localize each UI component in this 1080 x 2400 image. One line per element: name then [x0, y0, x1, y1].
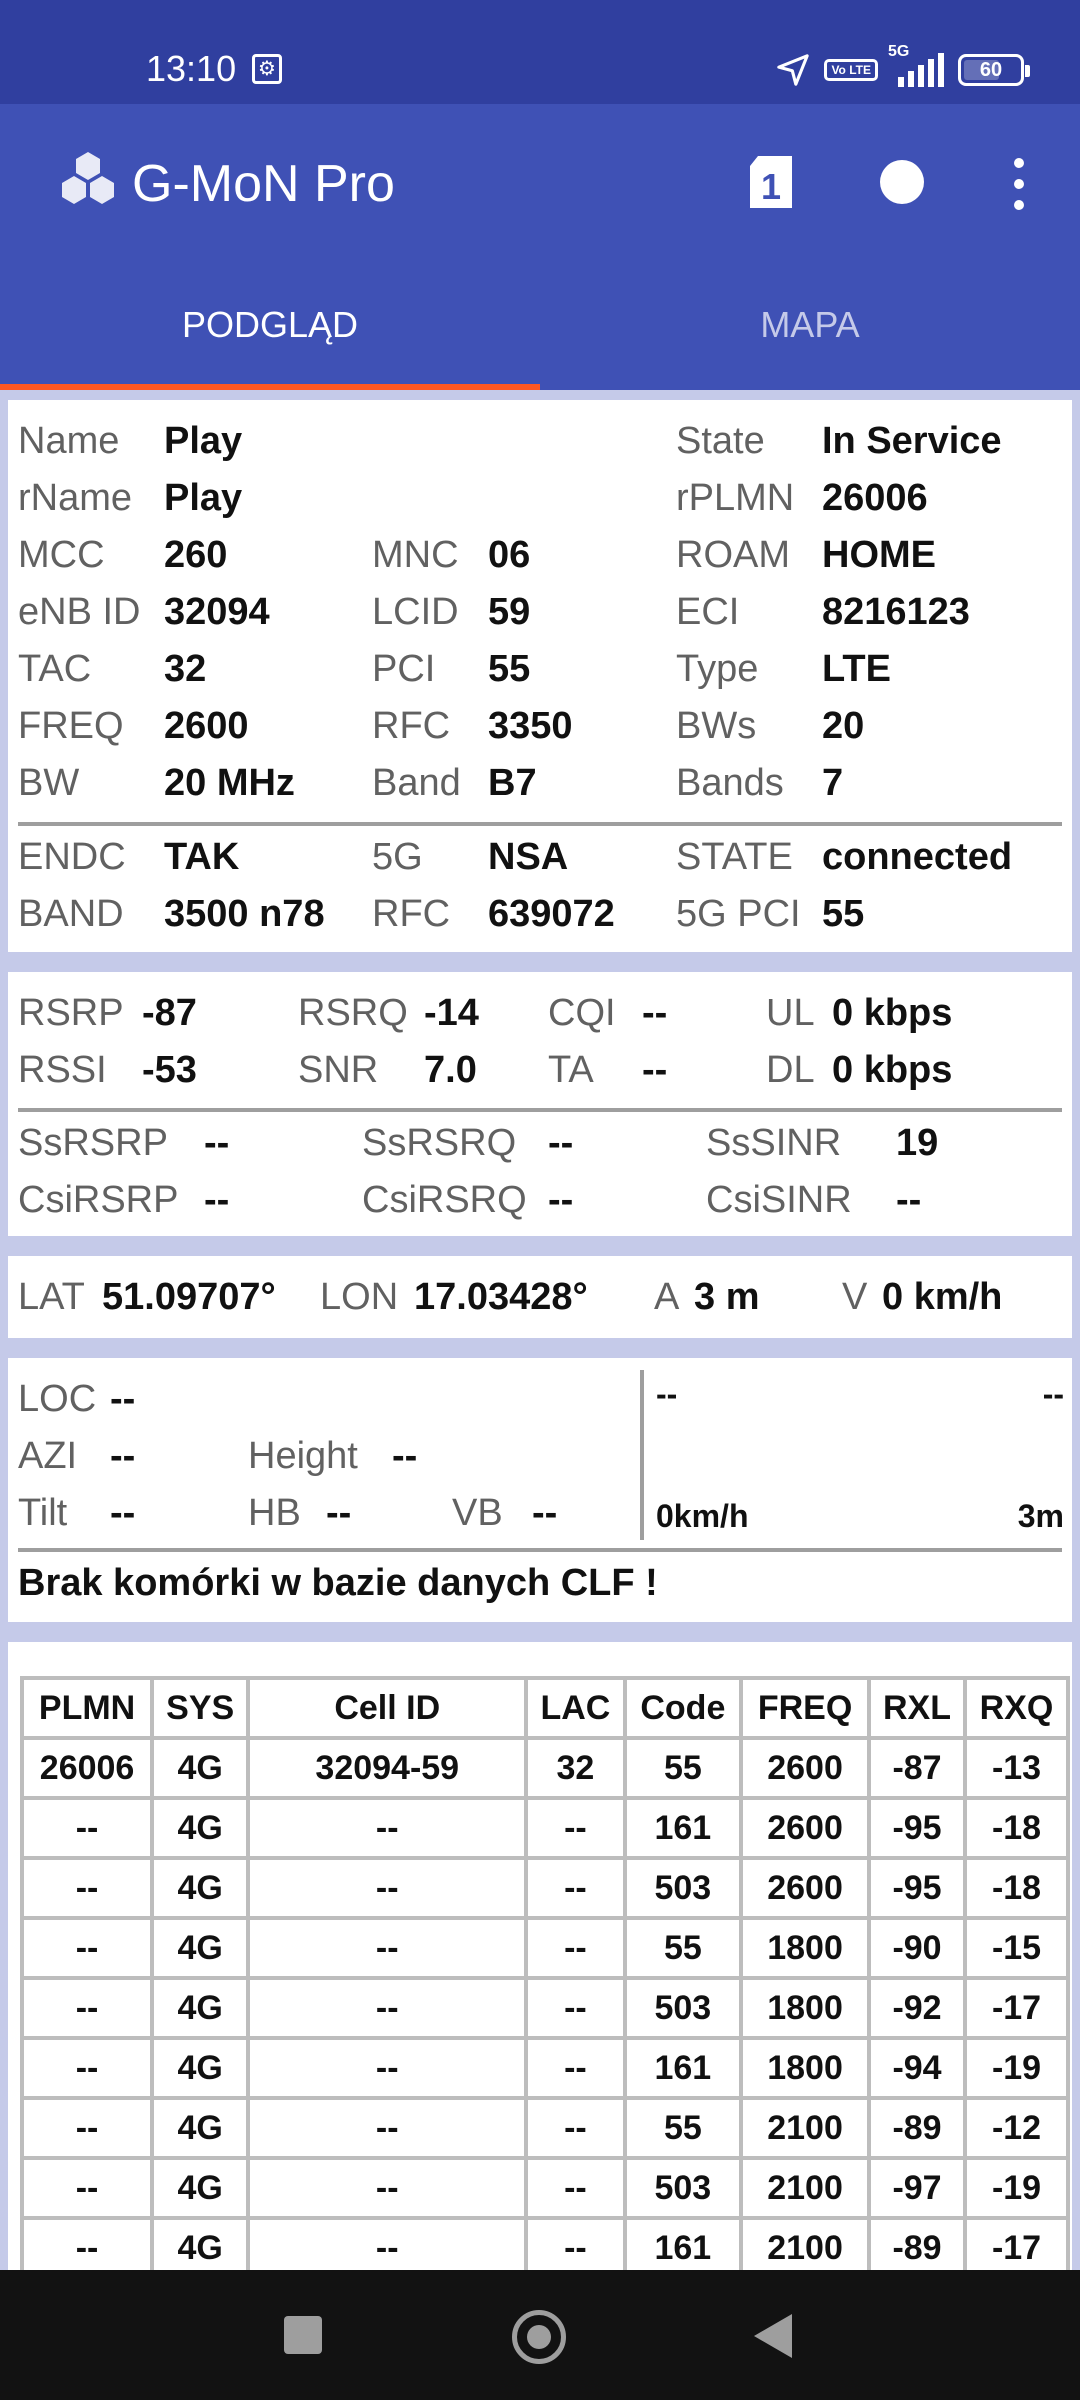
col-code: Code: [625, 1678, 742, 1738]
vertical-divider: [640, 1370, 644, 1540]
lcid-value: 59: [488, 591, 531, 633]
table-cell: 1800: [741, 1978, 869, 2038]
table-row: [22, 1978, 1068, 2038]
col-rxl: RXL: [869, 1678, 965, 1738]
table-cell: 4G: [152, 1978, 248, 2038]
table-cell: 4G: [152, 1918, 248, 1978]
table-cell: 32094-59: [248, 1738, 526, 1798]
network-type-label: 5G: [888, 43, 910, 60]
speed-graph-left-bottom: 0km/h: [656, 1498, 749, 1534]
tac-label: TAC: [18, 648, 92, 690]
rplmn-label: rPLMN: [676, 477, 795, 519]
ul-value: 0 kbps: [832, 992, 953, 1034]
ta-label: TA: [548, 1049, 594, 1091]
vb-label: VB: [452, 1492, 503, 1534]
bw-value: 20 MHz: [164, 762, 295, 804]
table-cell: --: [22, 1798, 152, 1858]
table-cell: --: [22, 2098, 152, 2158]
table-cell: 503: [625, 1858, 742, 1918]
ssrsrq-value: --: [548, 1122, 574, 1164]
freq-label: FREQ: [18, 705, 124, 747]
roam-value: HOME: [822, 534, 936, 576]
neighbor-cells-table: [20, 1676, 1070, 2270]
table-cell: 161: [625, 1798, 742, 1858]
hb-label: HB: [248, 1492, 301, 1534]
divider: [18, 1548, 1062, 1552]
height-value: --: [392, 1435, 418, 1477]
pci-label: PCI: [372, 648, 436, 690]
table-cell: --: [248, 2038, 526, 2098]
nr-pci-label: 5G PCI: [676, 893, 801, 935]
table-cell: --: [526, 2038, 624, 2098]
endc-value: TAK: [164, 836, 240, 878]
freq-value: 2600: [164, 705, 249, 747]
table-cell: --: [248, 2158, 526, 2218]
bw-label: BW: [18, 762, 80, 804]
table-cell: 26006: [22, 1738, 152, 1798]
home-button[interactable]: [512, 2310, 566, 2364]
serving-cell-card: [8, 400, 1072, 952]
table-row: [22, 1798, 1068, 1858]
ta-value: --: [642, 1049, 668, 1091]
tab-map[interactable]: MAPA: [760, 304, 860, 345]
divider: [18, 1108, 1062, 1112]
rfc-value: 3350: [488, 705, 573, 747]
table-cell: -89: [869, 2098, 965, 2158]
sssinr-label: SsSINR: [706, 1122, 842, 1164]
roam-label: ROAM: [676, 534, 790, 576]
table-cell: -95: [869, 1798, 965, 1858]
table-cell: -19: [965, 2038, 1068, 2098]
lat-value: 51.09707°: [102, 1276, 276, 1318]
table-cell: 32: [526, 1738, 624, 1798]
speed-graph-right-top: --: [1042, 1376, 1064, 1412]
screen-record-icon: ⚙: [252, 54, 282, 84]
band-label: Band: [372, 762, 461, 804]
table-cell: --: [526, 2218, 624, 2270]
record-button[interactable]: [880, 160, 924, 204]
system-navigation-bar: [0, 2270, 1080, 2400]
nr-rfc-value: 639072: [488, 893, 615, 935]
lat-label: LAT: [18, 1276, 85, 1318]
sim-number: 1: [760, 166, 782, 207]
rsrq-value: -14: [424, 992, 479, 1034]
mnc-label: MNC: [372, 534, 459, 576]
table-row: [22, 1858, 1068, 1918]
speed-graph-left-top: --: [656, 1376, 678, 1412]
table-row: [22, 2158, 1068, 2218]
state-label: State: [676, 420, 765, 462]
type-label: Type: [676, 648, 759, 690]
table-cell: 2600: [741, 1798, 869, 1858]
csisinr-label: CsiSINR: [706, 1179, 852, 1221]
table-cell: 4G: [152, 2218, 248, 2270]
table-cell: 55: [625, 2098, 742, 2158]
speed-value: 0 km/h: [882, 1276, 1003, 1318]
table-cell: 161: [625, 2218, 742, 2270]
table-cell: --: [526, 1798, 624, 1858]
app-title: G-MoN Pro: [132, 155, 395, 213]
tilt-value: --: [110, 1492, 136, 1534]
app-logo-icon: [52, 148, 124, 220]
table-cell: 4G: [152, 2098, 248, 2158]
dl-label: DL: [766, 1049, 815, 1091]
table-cell: --: [248, 1978, 526, 2038]
table-cell: -13: [965, 1738, 1068, 1798]
table-cell: --: [22, 2158, 152, 2218]
lcid-label: LCID: [372, 591, 459, 633]
tab-overview[interactable]: PODGLĄD: [181, 304, 359, 345]
table-cell: --: [526, 2098, 624, 2158]
table-row: [22, 1738, 1068, 1798]
name-value: Play: [164, 420, 243, 462]
hb-value: --: [326, 1492, 352, 1534]
table-row: [22, 2218, 1068, 2270]
nr-pci-value: 55: [822, 893, 865, 935]
table-cell: 2100: [741, 2158, 869, 2218]
azi-label: AZI: [18, 1435, 78, 1477]
tac-value: 32: [164, 648, 207, 690]
table-cell: -97: [869, 2158, 965, 2218]
mnc-value: 06: [488, 534, 531, 576]
table-cell: -18: [965, 1798, 1068, 1858]
table-cell: --: [22, 1918, 152, 1978]
col-sys: SYS: [152, 1678, 248, 1738]
table-cell: 2100: [741, 2218, 869, 2270]
table-cell: -18: [965, 1858, 1068, 1918]
table-row: [22, 2038, 1068, 2098]
accuracy-value: 3 m: [694, 1276, 760, 1318]
table-cell: --: [22, 2218, 152, 2270]
table-cell: 1800: [741, 2038, 869, 2098]
speed-label: V: [842, 1276, 868, 1318]
csisinr-value: --: [896, 1179, 922, 1221]
table-cell: 55: [625, 1918, 742, 1978]
app-bar: [0, 104, 1080, 264]
nr-mode-label: 5G: [372, 836, 423, 878]
table-cell: -94: [869, 2038, 965, 2098]
table-cell: --: [22, 1978, 152, 2038]
snr-value: 7.0: [424, 1049, 477, 1091]
divider: [18, 822, 1062, 826]
bands-label: Bands: [676, 762, 784, 804]
table-cell: 4G: [152, 1858, 248, 1918]
table-cell: --: [248, 2218, 526, 2270]
vb-value: --: [532, 1492, 558, 1534]
table-cell: --: [248, 1918, 526, 1978]
bws-label: BWs: [676, 705, 757, 747]
battery-level: 60: [979, 59, 1003, 81]
status-icons: [776, 43, 1024, 90]
table-cell: -12: [965, 2098, 1068, 2158]
loc-value: --: [110, 1378, 136, 1420]
neighbor-cells-card: [8, 1642, 1072, 2270]
nr-band-value: 3500 n78: [164, 893, 325, 935]
table-cell: --: [248, 1858, 526, 1918]
table-cell: -19: [965, 2158, 1068, 2218]
table-cell: -95: [869, 1858, 965, 1918]
cqi-label: CQI: [548, 992, 616, 1034]
rname-value: Play: [164, 477, 243, 519]
nr-state-label: STATE: [676, 836, 793, 878]
col-rxq: RXQ: [965, 1678, 1068, 1738]
type-value: LTE: [822, 648, 891, 690]
back-button[interactable]: [754, 2314, 792, 2358]
status-time: 13:10: [146, 48, 237, 89]
table-cell: 4G: [152, 1798, 248, 1858]
lon-label: LON: [320, 1276, 399, 1318]
table-cell: -89: [869, 2218, 965, 2270]
band-value: B7: [488, 762, 537, 804]
rsrq-label: RSRQ: [298, 992, 408, 1034]
pci-value: 55: [488, 648, 531, 690]
table-cell: -15: [965, 1918, 1068, 1978]
more-options-icon[interactable]: [1008, 158, 1030, 210]
nr-mode-value: NSA: [488, 836, 569, 878]
table-cell: --: [22, 2038, 152, 2098]
table-cell: -87: [869, 1738, 965, 1798]
loc-label: LOC: [18, 1378, 97, 1420]
dl-value: 0 kbps: [832, 1049, 953, 1091]
table-cell: 4G: [152, 1738, 248, 1798]
tilt-label: Tilt: [18, 1492, 68, 1534]
csirsrp-value: --: [204, 1179, 230, 1221]
bands-value: 7: [822, 762, 844, 804]
csirsrq-value: --: [548, 1179, 574, 1221]
accuracy-label: A: [654, 1276, 680, 1318]
signal-strength-icon: [888, 43, 944, 87]
col-cell-id: Cell ID: [248, 1678, 526, 1738]
table-cell: 1800: [741, 1918, 869, 1978]
snr-label: SNR: [298, 1049, 379, 1091]
status-bar: [0, 0, 1080, 104]
rname-label: rName: [18, 477, 133, 519]
cell-database-card: [8, 1358, 1072, 1622]
table-cell: 55: [625, 1738, 742, 1798]
mcc-label: MCC: [18, 534, 105, 576]
enb-label: eNB ID: [18, 591, 141, 633]
speed-graph-right-bottom: 3m: [1017, 1498, 1064, 1534]
eci-label: ECI: [676, 591, 740, 633]
table-cell: --: [526, 2158, 624, 2218]
bws-value: 20: [822, 705, 865, 747]
table-cell: -17: [965, 2218, 1068, 2270]
no-cell-message: Brak komórki w bazie danych CLF !: [18, 1562, 658, 1604]
enb-value: 32094: [164, 591, 270, 633]
sssinr-value: 19: [896, 1122, 939, 1164]
nr-state-value: connected: [822, 836, 1013, 878]
table-cell: --: [526, 1918, 624, 1978]
mcc-value: 260: [164, 534, 228, 576]
rsrp-value: -87: [142, 992, 197, 1034]
location-arrow-icon: [776, 53, 810, 87]
endc-label: ENDC: [18, 836, 126, 878]
rfc-label: RFC: [372, 705, 451, 747]
table-cell: --: [22, 1858, 152, 1918]
table-cell: --: [526, 1978, 624, 2038]
col-freq: FREQ: [741, 1678, 869, 1738]
table-row: [22, 2098, 1068, 2158]
table-cell: 503: [625, 2158, 742, 2218]
tab-bar: [0, 264, 1080, 390]
col-plmn: PLMN: [22, 1678, 152, 1738]
state-value: In Service: [822, 420, 1002, 462]
csirsrp-label: CsiRSRP: [18, 1179, 179, 1221]
tab-indicator: [0, 384, 540, 390]
table-cell: 4G: [152, 2158, 248, 2218]
table-cell: 2100: [741, 2098, 869, 2158]
table-cell: 4G: [152, 2038, 248, 2098]
table-header-row: [22, 1678, 1068, 1738]
volte-icon: Vo LTE: [824, 59, 878, 81]
rsrp-label: RSRP: [18, 992, 124, 1034]
recents-button[interactable]: [284, 2316, 322, 2354]
nr-band-label: BAND: [18, 893, 124, 935]
ssrsrp-label: SsRSRP: [18, 1122, 168, 1164]
ssrsrq-label: SsRSRQ: [362, 1122, 517, 1164]
ul-label: UL: [766, 992, 815, 1034]
table-cell: 503: [625, 1978, 742, 2038]
signal-card: [8, 972, 1072, 1236]
name-label: Name: [18, 420, 120, 462]
table-cell: 161: [625, 2038, 742, 2098]
eci-value: 8216123: [822, 591, 970, 633]
battery-icon: [958, 54, 1024, 86]
location-card: [8, 1256, 1072, 1338]
table-cell: -92: [869, 1978, 965, 2038]
table-cell: 2600: [741, 1738, 869, 1798]
nr-rfc-label: RFC: [372, 893, 451, 935]
azi-value: --: [110, 1435, 136, 1477]
rplmn-value: 26006: [822, 477, 928, 519]
rssi-label: RSSI: [18, 1049, 107, 1091]
table-cell: --: [526, 1858, 624, 1918]
col-lac: LAC: [526, 1678, 624, 1738]
height-label: Height: [248, 1435, 358, 1477]
table-row: [22, 1918, 1068, 1978]
table-cell: --: [248, 1798, 526, 1858]
lon-value: 17.03428°: [414, 1276, 588, 1318]
ssrsrp-value: --: [204, 1122, 230, 1164]
table-cell: -90: [869, 1918, 965, 1978]
table-cell: --: [248, 2098, 526, 2158]
sim-slot-icon[interactable]: [746, 154, 796, 212]
table-cell: -17: [965, 1978, 1068, 2038]
cqi-value: --: [642, 992, 668, 1034]
csirsrq-label: CsiRSRQ: [362, 1179, 527, 1221]
table-cell: 2600: [741, 1858, 869, 1918]
rssi-value: -53: [142, 1049, 197, 1091]
